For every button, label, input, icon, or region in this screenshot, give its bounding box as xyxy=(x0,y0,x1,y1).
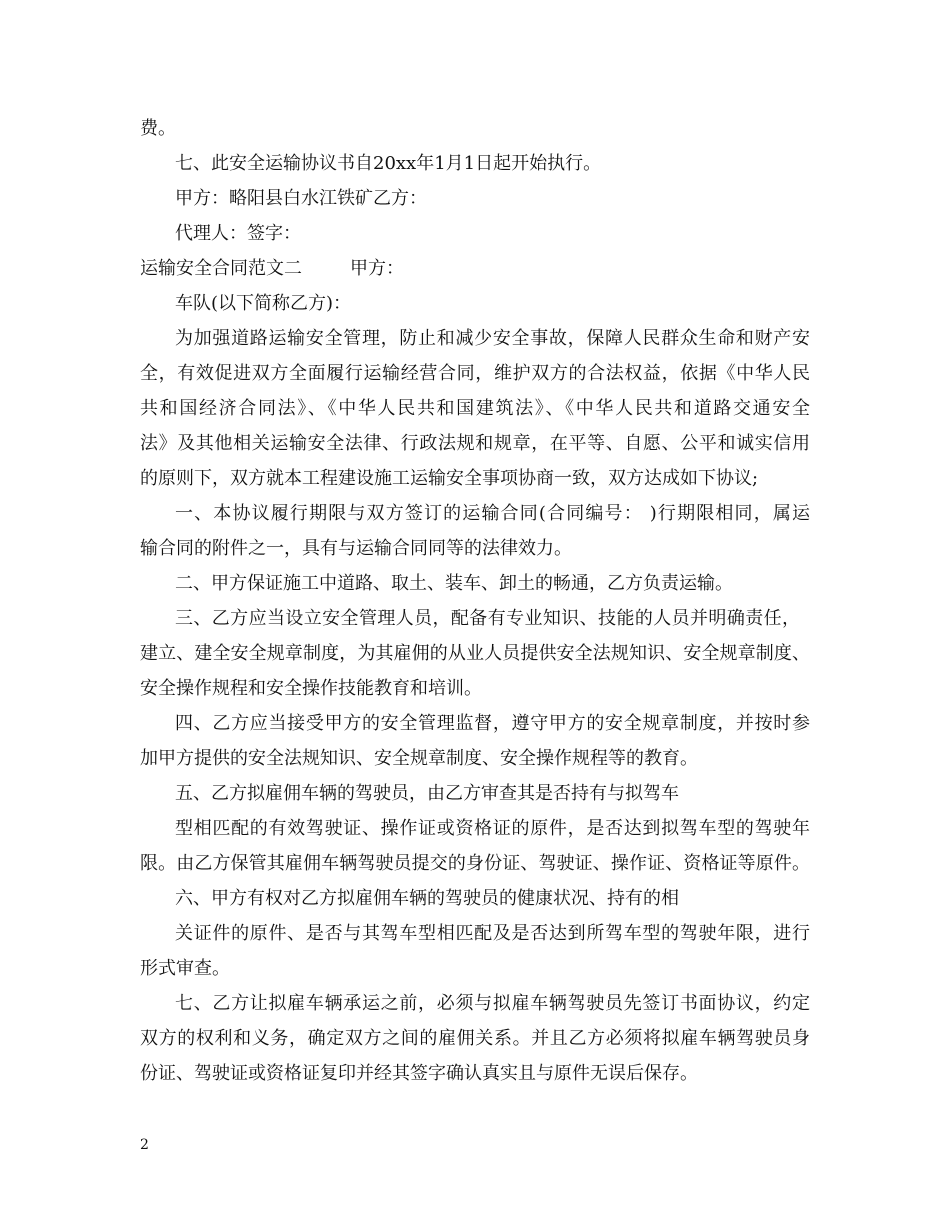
paragraph-line: 二、甲方保证施工中道路、取土、装车、卸土的畅通，乙方负责运输。 xyxy=(175,573,733,594)
section-heading-line xyxy=(140,257,404,281)
paragraph-line: 全，有效促进双方全面履行运输经营合同，维护双方的合法权益，依据《中华人民 xyxy=(140,363,810,384)
text-line: 七、此安全运输协议书自20xx年1月1日起开始执行。 xyxy=(175,153,602,174)
paragraph-line: 为加强道路运输安全管理，防止和减少安全事故，保障人民群众生命和财产安 xyxy=(175,328,810,349)
paragraph-line: 加甲方提供的安全法规知识、安全规章制度、安全操作规程等的教育。 xyxy=(140,748,698,769)
paragraph-line: 四、乙方应当接受甲方的安全管理监督，遵守甲方的安全规章制度，并按时参 xyxy=(175,713,810,734)
paragraph-line: 的原则下，双方就本工程建设施工运输安全事项协商一致，双方达成如下协议; xyxy=(140,468,759,489)
paragraph-line: 六、甲方有权对乙方拟雇佣车辆的驾驶员的健康状况、持有的相 xyxy=(175,888,679,909)
paragraph-line: 输合同的附件之一，具有与运输合同同等的法律效力。 xyxy=(140,538,572,559)
section-title: 运输安全合同范文二 xyxy=(140,258,302,279)
paragraph-line: 限。由乙方保管其雇佣车辆驾驶员提交的身份证、驾驶证、操作证、资格证等原件。 xyxy=(140,853,810,874)
party-a-label: 甲方： xyxy=(350,258,404,279)
page-number: 2 xyxy=(140,1137,149,1153)
paragraph-line: 五、乙方拟雇佣车辆的驾驶员，由乙方审查其是否持有与拟驾车 xyxy=(175,783,679,804)
paragraph-line: 共和国经济合同法》、《中华人民共和国建筑法》、《中华人民共和道路交通安全 xyxy=(140,398,810,419)
paragraph-line: 双方的权利和义务，确定双方之间的雇佣关系。并且乙方必须将拟雇车辆驾驶员身 xyxy=(140,1028,810,1049)
paragraph-line: 三、乙方应当设立安全管理人员，配备有专业知识、技能的人员并明确责任， xyxy=(175,608,800,629)
paragraph-line: 份证、驾驶证或资格证复印并经其签字确认真实且与原件无误后保存。 xyxy=(140,1063,698,1084)
text-line: 甲方：略阳县白水江铁矿乙方： xyxy=(175,188,427,209)
paragraph-line: 建立、建全安全规章制度，为其雇佣的从业人员提供安全法规知识、安全规章制度、 xyxy=(140,643,810,664)
paragraph-line: 关证件的原件、是否与其驾车型相匹配及是否达到所驾车型的驾驶年限，进行 xyxy=(175,923,810,944)
paragraph-line: 七、乙方让拟雇车辆承运之前，必须与拟雇车辆驾驶员先签订书面协议，约定 xyxy=(175,993,810,1014)
paragraph-line: 一、本协议履行期限与双方签订的运输合同(合同编号： )行期限相同，属运 xyxy=(175,503,810,524)
paragraph-line: 型相匹配的有效驾驶证、操作证或资格证的原件，是否达到拟驾车型的驾驶年 xyxy=(175,818,810,839)
paragraph-line: 形式审查。 xyxy=(140,958,230,979)
text-line: 车队(以下简称乙方)： xyxy=(175,293,352,314)
paragraph-line: 法》及其他相关运输安全法律、行政法规和规章，在平等、自愿、公平和诚实信用 xyxy=(140,433,810,454)
text-line: 代理人：签字： xyxy=(175,223,301,244)
text-line: 费。 xyxy=(140,118,176,139)
paragraph-line: 安全操作规程和安全操作技能教育和培训。 xyxy=(140,678,482,699)
